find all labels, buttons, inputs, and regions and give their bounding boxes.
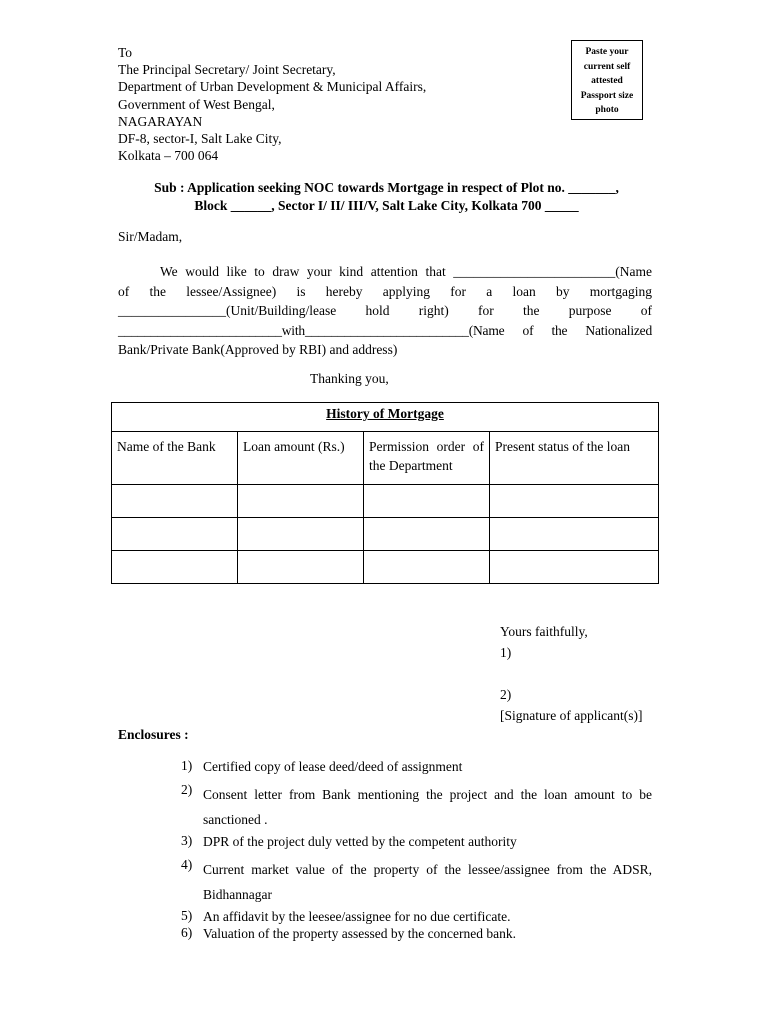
header-present-status: Present status of the loan xyxy=(490,432,659,485)
list-item-text: DPR of the project duly vetted by the competent authority xyxy=(203,834,517,849)
list-item-number: 5) xyxy=(181,908,193,923)
address-line: Government of West Bengal, xyxy=(118,96,275,112)
header-loan-amount: Loan amount (Rs.) xyxy=(238,432,364,485)
history-of-mortgage-table xyxy=(111,402,659,584)
list-item-number: 6) xyxy=(181,925,193,940)
list-item-number: 3) xyxy=(181,833,193,848)
body-line-1-text: We would like to draw your kind attention that ________________________(Name xyxy=(160,264,652,279)
address-line: Kolkata – 700 064 xyxy=(118,148,219,164)
photo-box-line: Passport size xyxy=(580,90,634,101)
table-cell[interactable] xyxy=(238,518,364,551)
address-line: NAGARAYAN xyxy=(118,113,203,129)
photo-box-line: photo xyxy=(595,105,619,115)
signature-2-label: 2) xyxy=(500,687,512,702)
list-item-text: Valuation of the property assessed by the concerned bank. xyxy=(203,926,517,941)
salutation: Sir/Madam, xyxy=(118,229,183,244)
signature-1-label: 1) xyxy=(500,645,512,660)
table-cell[interactable] xyxy=(364,485,490,518)
list-item-text: An affidavit by the leesee/assignee for no due certificate. xyxy=(203,909,511,924)
table-cell[interactable] xyxy=(490,518,659,551)
table-cell[interactable] xyxy=(364,518,490,551)
photo-box-line: Paste your xyxy=(585,47,629,57)
table-cell[interactable] xyxy=(112,518,238,551)
table-cell[interactable] xyxy=(112,485,238,518)
table-cell[interactable] xyxy=(490,551,659,584)
list-item-number: 1) xyxy=(181,758,193,773)
list-item-number: 2) xyxy=(181,782,193,797)
table-cell[interactable] xyxy=(490,485,659,518)
list-item xyxy=(181,925,652,942)
address-line: Department of Urban Development & Municipal Affairs, xyxy=(118,79,427,95)
list-item xyxy=(181,857,652,907)
enclosures-title: Enclosures : xyxy=(118,727,189,742)
thanking-you: Thanking you, xyxy=(310,371,389,386)
passport-photo-box xyxy=(571,40,643,120)
list-item-text: Current market value of the property of the lessee/assignee from the ADSR, Bidhannagar xyxy=(203,862,652,902)
subject-line-2: Block ______, Sector I/ II/ III/V, Salt Lake City, Kolkata 700 _____ xyxy=(194,197,579,213)
signature-caption: [Signature of applicant(s)] xyxy=(500,708,643,723)
subject-line-1: Sub : Application seeking NOC towards Mortgage in respect of Plot no. _______, xyxy=(154,180,619,195)
list-item-number: 4) xyxy=(181,857,193,872)
body-line-2: of the lessee/Assignee) is hereby applying for a loan by mortgaging xyxy=(118,283,652,299)
body-line-5: Bank/Private Bank(Approved by RBI) and address) xyxy=(118,342,398,357)
subject-line xyxy=(118,179,655,214)
table-title: History of Mortgage xyxy=(112,403,659,432)
list-item xyxy=(181,833,652,850)
list-item xyxy=(181,782,652,832)
address-line: DF-8, sector-I, Salt Lake City, xyxy=(118,131,282,147)
table-row xyxy=(112,518,659,551)
address-line: The Principal Secretary/ Joint Secretary, xyxy=(118,62,336,78)
table-cell[interactable] xyxy=(364,551,490,584)
list-item xyxy=(181,908,652,925)
table-row xyxy=(112,485,659,518)
body-paragraph xyxy=(118,262,652,340)
table-cell[interactable] xyxy=(238,485,364,518)
photo-box-line: attested xyxy=(591,76,623,86)
table-row xyxy=(112,551,659,584)
body-line-4: _________________________with_________________________(Name of the Nationalized xyxy=(118,322,652,338)
list-item xyxy=(181,758,652,775)
closing-block xyxy=(500,621,642,726)
list-item-text: Certified copy of lease deed/deed of assignment xyxy=(203,759,463,774)
header-bank-name: Name of the Bank xyxy=(112,432,238,485)
body-line-3: ________________(Unit/Building/lease hold right) for the purpose of xyxy=(118,303,652,319)
header-permission-order: Permission order of the Department xyxy=(364,432,490,485)
table-cell[interactable] xyxy=(238,551,364,584)
table-cell[interactable] xyxy=(112,551,238,584)
body-line-1 xyxy=(118,262,652,282)
photo-box-line: current self xyxy=(583,61,631,72)
list-item-text: Consent letter from Bank mentioning the project and the loan amount to be sanctioned . xyxy=(203,787,652,827)
recipient-address xyxy=(118,44,426,164)
yours-faithfully: Yours faithfully, xyxy=(500,624,588,639)
address-line: To xyxy=(118,45,133,60)
